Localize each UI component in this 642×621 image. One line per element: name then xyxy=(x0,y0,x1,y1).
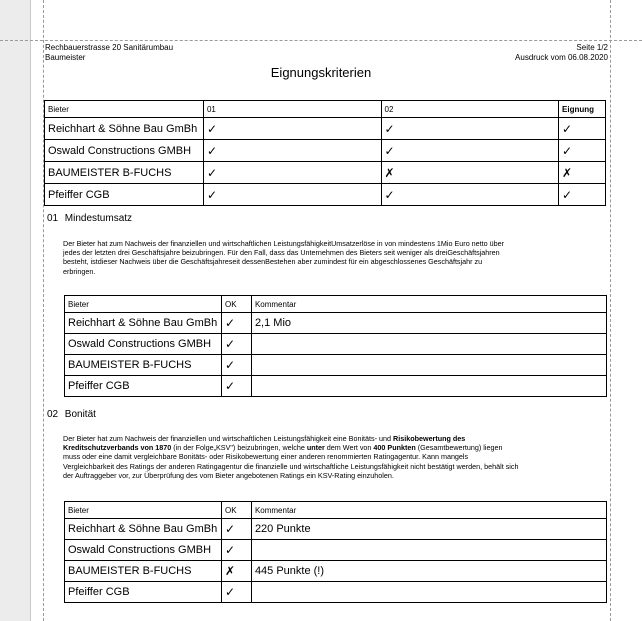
summary-row xyxy=(45,140,606,162)
table-header-row xyxy=(65,502,607,519)
col-header-bieter: Bieter xyxy=(65,502,222,519)
section-01-text xyxy=(63,239,608,276)
header-print-date: Ausdruck vom 06.08.2020 xyxy=(515,53,608,62)
bidder-name: BAUMEISTER B-FUCHS xyxy=(45,162,204,184)
bidder-name: Pfeiffer CGB xyxy=(45,184,204,206)
summary-row xyxy=(45,118,606,140)
check-mark: ✓ xyxy=(203,140,381,162)
check-mark: ✓ xyxy=(221,355,251,376)
table-row xyxy=(65,582,607,603)
text-line xyxy=(63,434,608,443)
comment xyxy=(251,334,606,355)
text-run-bold: Kreditschutzverbands von 1870 xyxy=(63,443,172,453)
section-02-heading xyxy=(47,409,96,420)
comment xyxy=(251,582,606,603)
check-mark: ✓ xyxy=(559,140,606,162)
table-row xyxy=(65,540,607,561)
cross-mark: ✗ xyxy=(221,561,251,582)
table-row xyxy=(65,313,607,334)
header-role: Baumeister xyxy=(45,53,86,62)
check-mark: ✓ xyxy=(221,582,251,603)
margin-guide-right xyxy=(610,0,611,621)
comment xyxy=(251,540,606,561)
check-mark: ✓ xyxy=(559,118,606,140)
table-row xyxy=(65,334,607,355)
col-header-ok: OK xyxy=(221,502,251,519)
section-01-table xyxy=(64,295,607,397)
check-mark: ✓ xyxy=(381,184,559,206)
check-mark: ✓ xyxy=(381,118,559,140)
section-number: 01 xyxy=(47,213,59,224)
bidder-name: Pfeiffer CGB xyxy=(65,582,222,603)
col-header-01: 01 xyxy=(203,101,381,118)
summary-table xyxy=(44,100,606,206)
section-number: 02 xyxy=(47,409,59,420)
col-header-eignung: Eignung xyxy=(559,101,606,118)
check-mark: ✓ xyxy=(221,334,251,355)
bidder-name: Oswald Constructions GMBH xyxy=(45,140,204,162)
bidder-name: Reichhart & Söhne Bau GmBh xyxy=(45,118,204,140)
page-title: Eignungskriterien xyxy=(270,65,372,80)
check-mark: ✓ xyxy=(221,313,251,334)
text-line: jedes der letzten drei Geschäftsjahre beizubringen. Für den Fall, dass das Unternehmen des Bieters seit weniger als dreiGeschäftsjahren xyxy=(63,248,500,258)
comment: 445 Punkte (!) xyxy=(251,561,606,582)
text-run-bold: unter xyxy=(306,443,325,453)
margin-guide-left xyxy=(43,0,44,621)
check-mark: ✓ xyxy=(221,519,251,540)
text-run: (Gesamtbewertung) liegen xyxy=(415,443,503,453)
check-mark: ✓ xyxy=(203,118,381,140)
text-line xyxy=(63,443,608,452)
col-header-02: 02 xyxy=(381,101,559,118)
bidder-name: BAUMEISTER B-FUCHS xyxy=(65,355,222,376)
text-line: erbringen. xyxy=(63,266,96,276)
section-02-text xyxy=(63,434,608,480)
table-header-row xyxy=(65,296,607,313)
cross-mark: ✗ xyxy=(559,162,606,184)
header-page-number: Seite 1/2 xyxy=(576,43,608,52)
col-header-bieter: Bieter xyxy=(45,101,204,118)
bidder-name: BAUMEISTER B-FUCHS xyxy=(65,561,222,582)
text-line: der Auftraggeber vor, zur Überprüfung des vom Bieter angebotenen Ratings ein KSV-Rating einzuholen. xyxy=(63,470,394,480)
comment xyxy=(251,376,606,397)
col-header-kommentar: Kommentar xyxy=(251,502,606,519)
bidder-name: Pfeiffer CGB xyxy=(65,376,222,397)
summary-header-row xyxy=(45,101,606,118)
check-mark: ✓ xyxy=(221,540,251,561)
col-header-bieter: Bieter xyxy=(65,296,222,313)
text-line: besteht, istdieser Nachweis über die Geschäftsjahreseit dessenBestehen aber zumindest für ein abgeschlossenes Geschäftsjahr zu xyxy=(63,257,483,267)
comment: 2,1 Mio xyxy=(251,313,606,334)
comment xyxy=(251,355,606,376)
margin-guide-top xyxy=(0,40,642,41)
text-run-bold: 400 Punkten xyxy=(373,443,416,453)
table-row xyxy=(65,355,607,376)
check-mark: ✓ xyxy=(203,162,381,184)
table-row xyxy=(65,519,607,540)
text-run: dem Wert von xyxy=(324,443,374,453)
check-mark: ✓ xyxy=(221,376,251,397)
section-title: Bonität xyxy=(64,409,96,420)
check-mark: ✓ xyxy=(381,140,559,162)
table-row xyxy=(65,561,607,582)
text-line: Vergleichbarkeit des Ratings der anderen Ratingagentur die finanzielle und wirtschaftliche Leistungsfähigkeit nicht bestätigt werden, behält sich xyxy=(63,461,519,471)
comment: 220 Punkte xyxy=(251,519,606,540)
bidder-name: Oswald Constructions GMBH xyxy=(65,334,222,355)
text-line: muss oder eine damit vergleichbare Bonitäts- oder Risikobewertung einer anderen renommierten Ratingagentur. Kann mangels xyxy=(63,452,469,462)
text-run: (in der Folge„KSV") beizubringen, welche xyxy=(171,443,307,453)
check-mark: ✓ xyxy=(559,184,606,206)
table-row xyxy=(65,376,607,397)
bidder-name: Reichhart & Söhne Bau GmBh xyxy=(65,313,222,334)
summary-row xyxy=(45,162,606,184)
section-02-table xyxy=(64,501,607,603)
header-project: Rechbauerstrasse 20 Sanitärumbau xyxy=(45,43,174,52)
col-header-kommentar: Kommentar xyxy=(251,296,606,313)
text-run-bold: Risikobewertung des xyxy=(393,434,466,443)
bidder-name: Reichhart & Söhne Bau GmBh xyxy=(65,519,222,540)
section-title: Mindestumsatz xyxy=(64,213,133,224)
text-line: Der Bieter hat zum Nachweis der finanziellen und wirtschaftlichen LeistungsfähigkeitUmsatzerlöse in von mindestens 1Mio Euro netto über xyxy=(63,239,505,248)
check-mark: ✓ xyxy=(203,184,381,206)
text-run: Der Bieter hat zum Nachweis der finanziellen und wirtschaftlichen Leistungsfähigkeit eine Bonitäts- und xyxy=(63,434,394,443)
summary-row xyxy=(45,184,606,206)
section-01-heading xyxy=(47,213,132,224)
cross-mark: ✗ xyxy=(381,162,559,184)
col-header-ok: OK xyxy=(221,296,251,313)
bidder-name: Oswald Constructions GMBH xyxy=(65,540,222,561)
